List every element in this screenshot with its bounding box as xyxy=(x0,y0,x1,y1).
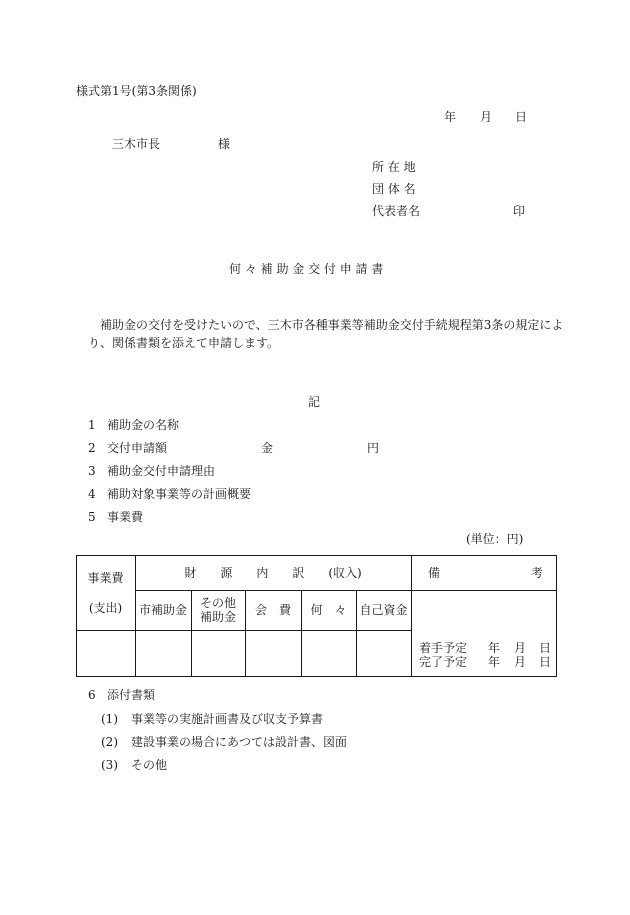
attach-1-number: (1) xyxy=(101,712,118,726)
col-other-line1: その他 xyxy=(199,596,236,610)
header-zaigen: 財 源 内 訳 (収入) xyxy=(184,565,362,580)
col-city-subsidy: 市補助金 xyxy=(138,603,187,617)
applicant-rep-label: 代表者名 xyxy=(372,204,421,218)
unit-label: (単位：円) xyxy=(466,532,524,546)
finish-year: 年 xyxy=(488,655,501,669)
addressee-name: 三木市長 xyxy=(112,137,161,151)
header-jigyohi: 事業費 xyxy=(87,571,124,585)
item-5-number: 5 xyxy=(88,510,96,524)
header-shishutsu: (支出) xyxy=(88,601,123,615)
item-1-number: 1 xyxy=(88,418,96,432)
item-6-number: 6 xyxy=(88,688,96,702)
table-line-bottom xyxy=(76,676,557,677)
table-line-right xyxy=(556,555,557,677)
seal-mark: 印 xyxy=(513,204,526,218)
col-other-line2: 補助金 xyxy=(199,610,236,624)
col-other-subsidy xyxy=(191,590,245,630)
finish-month: 月 xyxy=(514,655,527,669)
item-5-label: 事業費 xyxy=(107,510,144,524)
table-line-v6 xyxy=(411,555,412,677)
item-3-number: 3 xyxy=(88,464,96,478)
document-title: 何 々 補 助 金 交 付 申 請 書 xyxy=(229,262,384,276)
date-month: 月 xyxy=(480,110,493,124)
table-line-h2 xyxy=(76,630,411,631)
date-day: 日 xyxy=(515,110,528,124)
col-nanika: 何 々 xyxy=(310,603,347,617)
date-year: 年 xyxy=(444,110,457,124)
item-6-label: 添付書類 xyxy=(107,688,156,702)
start-day: 日 xyxy=(539,641,552,655)
attach-1-label: 事業等の実施計画書及び収支予算書 xyxy=(131,712,324,726)
item-2-label: 交付申請額 xyxy=(107,441,168,455)
attach-2-number: (2) xyxy=(101,735,118,749)
col-membership-fee: 会 費 xyxy=(254,603,291,617)
item-3-label: 補助金交付申請理由 xyxy=(107,464,216,478)
expense-table xyxy=(76,555,557,677)
header-biko-b: 考 xyxy=(531,566,544,580)
start-year: 年 xyxy=(488,641,501,655)
start-month: 月 xyxy=(514,641,527,655)
item-4-label: 補助対象事業等の計画概要 xyxy=(107,487,252,501)
ki-heading: 記 xyxy=(308,395,321,409)
header-biko-a: 備 xyxy=(428,566,441,580)
item-4-number: 4 xyxy=(88,487,96,501)
addressee-honorific: 様 xyxy=(218,137,231,151)
body-line-1: 補助金の交付を受けたいので、三木市各種事業等補助金交付手続規程第3条の規定によ xyxy=(100,318,564,332)
body-line-2: り、関係書類を添えて申請します。 xyxy=(88,336,280,350)
applicant-org-label: 団 体 名 xyxy=(372,182,416,196)
applicant-address-label: 所 在 地 xyxy=(372,160,416,174)
attach-3-label: その他 xyxy=(131,758,168,772)
attach-3-number: (3) xyxy=(101,758,118,772)
finish-planned-label: 完了予定 xyxy=(419,655,468,669)
item-2-en: 円 xyxy=(367,441,380,455)
item-2-number: 2 xyxy=(88,441,96,455)
form-number: 様式第1号(第3条関係) xyxy=(76,84,197,98)
item-2-kin: 金 xyxy=(261,441,274,455)
col-own-funds: 自己資金 xyxy=(359,603,408,617)
item-1-label: 補助金の名称 xyxy=(107,418,180,432)
start-planned-label: 着手予定 xyxy=(419,641,468,655)
finish-day: 日 xyxy=(539,655,552,669)
attach-2-label: 建設事業の場合にあつては設計書、図面 xyxy=(131,735,348,749)
